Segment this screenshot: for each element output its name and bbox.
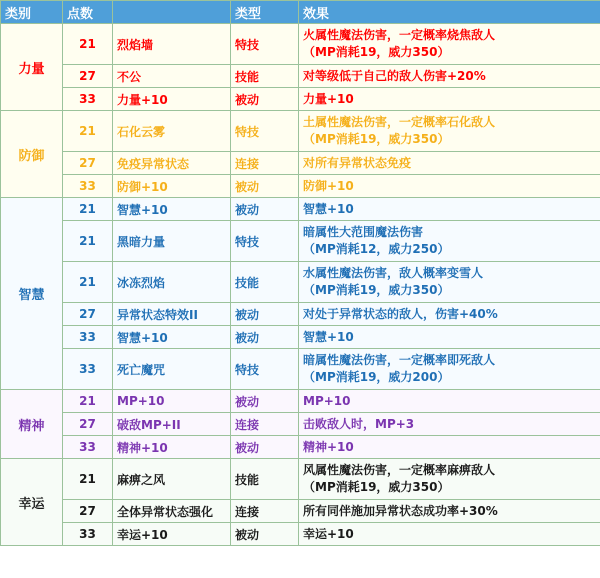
category-cell: 幸运 — [1, 459, 63, 546]
effect-line: 对处于异常状态的敌人，伤害+40% — [303, 306, 498, 321]
skill-type-cell: 连接 — [231, 500, 299, 523]
effect-cell — [299, 326, 600, 349]
category-cell: 力量 — [1, 24, 63, 111]
effect-cell — [299, 436, 600, 459]
effect-line: 对所有异常状态免疫 — [303, 155, 412, 170]
effect-line: MP+10 — [303, 393, 351, 408]
skill-type-cell: 被动 — [231, 88, 299, 111]
table-row — [1, 500, 600, 523]
header-type: 类型 — [231, 1, 299, 24]
table-row — [1, 152, 600, 175]
table-row — [1, 65, 600, 88]
effect-line: 力量+10 — [303, 91, 354, 106]
points-cell: 21 — [63, 262, 113, 303]
table-row — [1, 221, 600, 262]
points-cell: 27 — [63, 500, 113, 523]
effect-cell — [299, 523, 600, 546]
skill-name-cell: 石化云雾 — [113, 111, 231, 152]
skill-type-cell: 被动 — [231, 175, 299, 198]
table-row — [1, 88, 600, 111]
skill-name-cell: 精神+10 — [113, 436, 231, 459]
skill-type-cell: 连接 — [231, 152, 299, 175]
effect-line: 暗属性大范围魔法伤害 — [303, 225, 424, 239]
points-cell: 27 — [63, 413, 113, 436]
header-row — [1, 1, 600, 24]
table-row — [1, 459, 600, 500]
table-row — [1, 198, 600, 221]
skill-type-cell: 连接 — [231, 413, 299, 436]
points-cell: 33 — [63, 436, 113, 459]
skill-name-cell: 麻痹之风 — [113, 459, 231, 500]
effect-cell — [299, 413, 600, 436]
points-cell: 27 — [63, 65, 113, 88]
skill-type-cell: 技能 — [231, 262, 299, 303]
skill-name-cell: 幸运+10 — [113, 523, 231, 546]
points-cell: 33 — [63, 326, 113, 349]
table-row — [1, 349, 600, 390]
table-row — [1, 175, 600, 198]
effect-cell — [299, 65, 600, 88]
effect-cell — [299, 390, 600, 413]
skill-type-cell: 特技 — [231, 221, 299, 262]
effect-cell — [299, 221, 600, 262]
skill-name-cell: 破敌MP+II — [113, 413, 231, 436]
table-row — [1, 111, 600, 152]
skill-name-cell: 力量+10 — [113, 88, 231, 111]
effect-cell — [299, 175, 600, 198]
effect-cell — [299, 303, 600, 326]
effect-cell — [299, 349, 600, 390]
table-row — [1, 413, 600, 436]
effect-line: 所有同伴施加异常状态成功率+30% — [303, 503, 498, 518]
effect-line: 风属性魔法伤害，一定概率麻痹敌人 — [303, 463, 496, 477]
points-cell: 33 — [63, 523, 113, 546]
effect-line: （MP消耗19，威力350） — [303, 45, 450, 59]
points-cell: 21 — [63, 24, 113, 65]
points-cell: 21 — [63, 390, 113, 413]
skill-name-cell: 死亡魔咒 — [113, 349, 231, 390]
effect-line: 火属性魔法伤害，一定概率烧焦敌人 — [303, 28, 496, 42]
skill-name-cell: 不公 — [113, 65, 231, 88]
skill-name-cell: 智慧+10 — [113, 326, 231, 349]
effect-line: 暗属性魔法伤害，一定概率即死敌人 — [303, 353, 496, 367]
effect-line: 土属性魔法伤害，一定概率石化敌人 — [303, 115, 496, 129]
effect-cell — [299, 500, 600, 523]
skill-type-cell: 技能 — [231, 65, 299, 88]
skill-type-cell: 被动 — [231, 390, 299, 413]
points-cell: 27 — [63, 152, 113, 175]
effect-cell — [299, 88, 600, 111]
effect-line: 水属性魔法伤害，敌人概率变雪人 — [303, 266, 484, 280]
table-row — [1, 523, 600, 546]
points-cell: 21 — [63, 198, 113, 221]
skill-type-cell: 被动 — [231, 303, 299, 326]
skill-type-cell: 特技 — [231, 24, 299, 65]
effect-cell — [299, 198, 600, 221]
effect-cell — [299, 111, 600, 152]
category-cell: 精神 — [1, 390, 63, 459]
effect-line: （MP消耗19，威力350） — [303, 283, 450, 297]
category-cell: 智慧 — [1, 198, 63, 390]
category-cell: 防御 — [1, 111, 63, 198]
table-row — [1, 436, 600, 459]
points-cell: 33 — [63, 88, 113, 111]
skill-name-cell: 冰冻烈焰 — [113, 262, 231, 303]
effect-line: （MP消耗12，威力250） — [303, 242, 450, 256]
skill-type-cell: 被动 — [231, 326, 299, 349]
table-row — [1, 326, 600, 349]
effect-line: 幸运+10 — [303, 526, 354, 541]
skill-name-cell: 黑暗力量 — [113, 221, 231, 262]
points-cell: 21 — [63, 459, 113, 500]
points-cell: 21 — [63, 221, 113, 262]
effect-line: 智慧+10 — [303, 201, 354, 216]
table-row — [1, 262, 600, 303]
skill-type-cell: 被动 — [231, 436, 299, 459]
effect-line: 精神+10 — [303, 439, 354, 454]
effect-line: 击败敌人时，MP+3 — [303, 416, 415, 431]
skill-name-cell: MP+10 — [113, 390, 231, 413]
skill-type-cell: 被动 — [231, 198, 299, 221]
effect-line: （MP消耗19，威力350） — [303, 132, 450, 146]
skill-name-cell: 烈焰墙 — [113, 24, 231, 65]
skill-name-cell: 异常状态特效II — [113, 303, 231, 326]
header-category: 类别 — [1, 1, 63, 24]
skill-name-cell: 智慧+10 — [113, 198, 231, 221]
effect-line: （MP消耗19，威力200） — [303, 370, 450, 384]
effect-line: 对等级低于自己的敌人伤害+20% — [303, 68, 486, 83]
skill-type-cell: 特技 — [231, 111, 299, 152]
points-cell: 33 — [63, 175, 113, 198]
effect-cell — [299, 262, 600, 303]
effect-line: 防御+10 — [303, 178, 354, 193]
skill-type-cell: 技能 — [231, 459, 299, 500]
table-row — [1, 24, 600, 65]
effect-line: （MP消耗19，威力350） — [303, 480, 450, 494]
table-row — [1, 303, 600, 326]
header-effect: 效果 — [299, 1, 600, 24]
skill-type-cell: 特技 — [231, 349, 299, 390]
points-cell: 33 — [63, 349, 113, 390]
effect-line: 智慧+10 — [303, 329, 354, 344]
table-row — [1, 390, 600, 413]
header-points: 点数 — [63, 1, 113, 24]
effect-cell — [299, 459, 600, 500]
header-name — [113, 1, 231, 24]
skill-name-cell: 全体异常状态强化 — [113, 500, 231, 523]
points-cell: 21 — [63, 111, 113, 152]
skill-type-cell: 被动 — [231, 523, 299, 546]
skill-name-cell: 防御+10 — [113, 175, 231, 198]
skill-name-cell: 免疫异常状态 — [113, 152, 231, 175]
effect-cell — [299, 24, 600, 65]
points-cell: 27 — [63, 303, 113, 326]
effect-cell — [299, 152, 600, 175]
table-body — [1, 24, 600, 546]
